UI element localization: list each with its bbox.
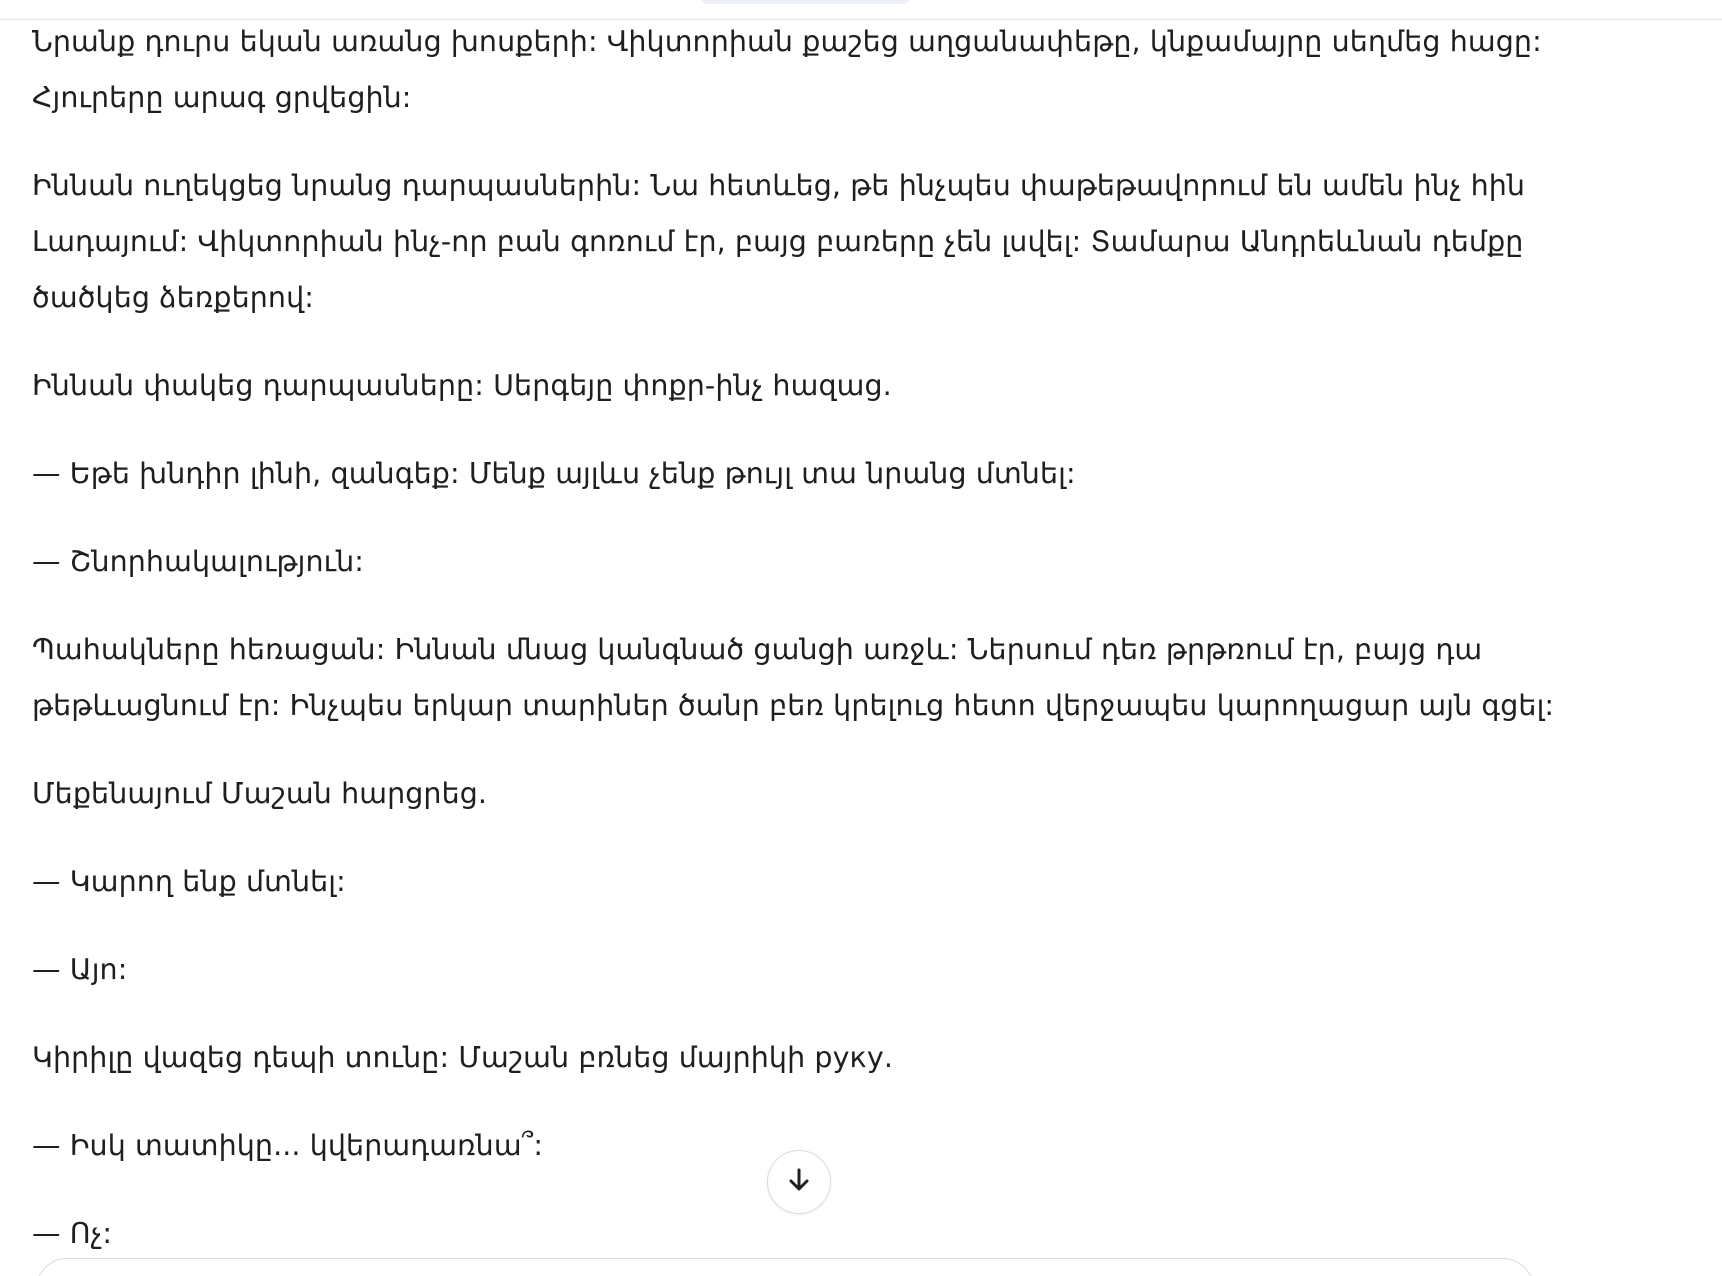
message-paragraph: — Ոչ: — [32, 1217, 113, 1250]
message-paragraph: — Իսկ տատիկը... կվերադառնա՞: — [32, 1129, 544, 1162]
message-paragraph: — Շնորհակալություն: — [32, 545, 364, 578]
arrow-down-icon — [783, 1164, 815, 1200]
message-composer[interactable] — [36, 1258, 1534, 1276]
message-paragraph: Իննան փակեց դարպասները: Սերգեյը փոքր-ինչ հազաց. — [32, 369, 892, 402]
scroll-to-bottom-button[interactable] — [767, 1150, 831, 1214]
message-paragraph: — Կարող ենք մտնել: — [32, 865, 346, 898]
top-pill-indicator — [700, 0, 910, 4]
message-content — [32, 14, 1592, 1276]
message-paragraph: — Այո: — [32, 953, 128, 986]
message-paragraph: Պահակները հեռացան: Իննան մնաց կանգնած ցանցի առջև: Ներսում դեռ թրթռում էր, բայց դա թեթևացնում էր: Ինչպես երկար տարիներ ծանր բեռ կրելուց հետո վերջապես կարողացար այն գցել: — [32, 633, 1555, 722]
message-paragraph: Նրանք դուրս եկան առանց խոսքերի: Վիկտորիան քաշեց աղցանափեթը, կնքամայրը սեղմեց հացը: Հյուրերը արագ ցրվեցին: — [32, 25, 1542, 114]
message-paragraph: Մեքենայում Մաշան հարցրեց. — [32, 777, 488, 810]
message-paragraph: Կիրիլը վազեց դեպի տունը: Մաշան բռնեց մայրիկի руку. — [32, 1041, 893, 1074]
message-paragraph: Իննան ուղեկցեց նրանց դարպասներին: Նա հետևեց, թե ինչպես փաթեթավորում են ամեն ինչ հին Լադայում: Վիկտորիան ինչ-որ բան գոռում էր, բայց բառերը չեն լսվել: Տամարա Անդրեևնան դեմքը ծածկեց ձեռքերով: — [32, 169, 1526, 314]
message-paragraph: — Եթե խնդիր լինի, զանգեք: Մենք այլևս չենք թույլ տա նրանց մտնել: — [32, 457, 1076, 490]
